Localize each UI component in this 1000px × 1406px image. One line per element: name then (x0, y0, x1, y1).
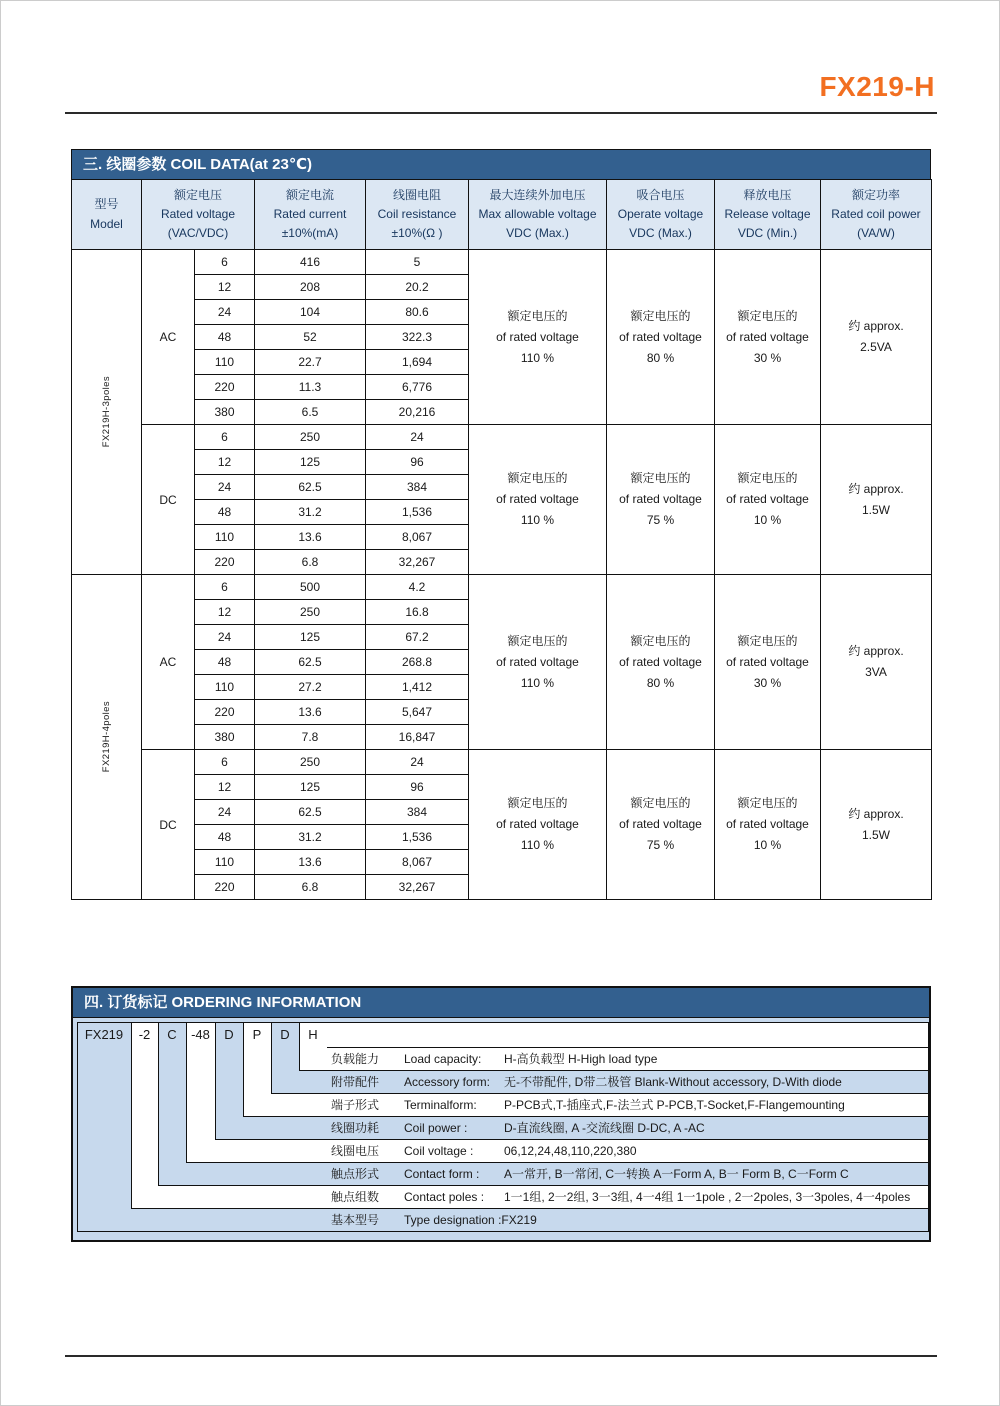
text-line: of rated voltage (496, 817, 579, 831)
text-line: 1.5W (861, 827, 890, 842)
coil-voltage-cell: 12 (195, 450, 255, 475)
release-voltage-cell (715, 575, 821, 750)
ordering-descriptor-row (331, 1071, 925, 1094)
text-line: 额定电压的 (630, 796, 691, 810)
ordering-row-en-label: Type designation :FX219 (404, 1213, 537, 1227)
ordering-row-cn-label: 负载能力 (331, 1052, 380, 1066)
ordering-row-value: A一常开, B一常闭, C一转换 A一Form A, B一 Form B, C一Form C (504, 1167, 849, 1181)
coil-current-cell: 125 (255, 625, 366, 650)
text-line: 80 % (646, 675, 675, 690)
coil-resistance-cell: 322.3 (366, 325, 469, 350)
text-line: 110 % (520, 838, 555, 852)
text-line: Release voltage (724, 206, 811, 221)
coil-voltage-cell: 24 (195, 625, 255, 650)
text-line: 约 approx. (848, 806, 904, 821)
coil-resistance-cell: 80.6 (366, 300, 469, 325)
ordering-section-title: 四. 订货标记 ORDERING INFORMATION (73, 988, 929, 1018)
coil-current-cell: 7.8 (255, 725, 366, 750)
coil-column-header (821, 180, 932, 250)
text-line: 额定电压的 (737, 633, 798, 648)
coil-current-cell: 52 (255, 325, 366, 350)
text-line: 释放电压 (743, 187, 792, 202)
coil-voltage-cell: 380 (195, 400, 255, 425)
header-divider (65, 112, 937, 114)
coil-resistance-cell: 5 (366, 250, 469, 275)
coil-resistance-cell: 20,216 (366, 400, 469, 425)
text-line: 额定电压的 (507, 308, 568, 323)
coil-resistance-cell: 24 (366, 425, 469, 450)
text-line: VDC (Max.) (506, 226, 569, 241)
coil-current-cell: 6.8 (255, 875, 366, 900)
ordering-row-en-label: Coil voltage : (404, 1144, 474, 1158)
text-line: 75 % (646, 838, 675, 852)
coil-current-cell: 13.6 (255, 850, 366, 875)
coil-voltage-cell: 12 (195, 775, 255, 800)
coil-current-cell: 62.5 (255, 800, 366, 825)
text-line: Coil resistance (377, 206, 457, 221)
text-line: 75 % (646, 513, 675, 527)
text-line: 10 % (753, 513, 782, 527)
coil-current-cell: 500 (255, 575, 366, 600)
text-line: 2.5VA (860, 340, 892, 354)
coil-current-cell: 250 (255, 425, 366, 450)
text-line: 型号 (94, 197, 119, 212)
text-line: 80 % (646, 350, 675, 365)
ordering-row-value: H-高负载型 H-High load type (504, 1052, 658, 1066)
text-line: of rated voltage (619, 817, 702, 831)
coil-current-cell: 104 (255, 300, 366, 325)
coil-resistance-cell: 1,694 (366, 350, 469, 375)
coil-voltage-cell: 48 (195, 500, 255, 525)
text-line: 110 % (520, 675, 555, 690)
ordering-row-cn-label: 附带配件 (331, 1075, 380, 1089)
coil-current-cell: 13.6 (255, 525, 366, 550)
rated-power-cell (821, 750, 932, 900)
footer-divider (65, 1355, 937, 1357)
coil-voltage-cell: 6 (195, 750, 255, 775)
coil-resistance-cell: 1,412 (366, 675, 469, 700)
coil-voltage-cell: 24 (195, 300, 255, 325)
ordering-code-box: FX219 (84, 1027, 124, 1042)
text-line: 额定电压的 (507, 796, 568, 810)
coil-resistance-cell: 384 (366, 475, 469, 500)
text-line: of rated voltage (726, 817, 809, 831)
coil-type-cell: DC (142, 750, 195, 900)
ordering-code-box: D (280, 1027, 290, 1042)
text-line: of rated voltage (726, 492, 809, 506)
text-line: (VAC/VDC) (167, 226, 229, 241)
coil-header-row (72, 180, 932, 250)
coil-row (72, 425, 932, 450)
ordering-descriptor-row (331, 1117, 925, 1140)
coil-voltage-cell: 6 (195, 575, 255, 600)
coil-data-table (71, 179, 932, 900)
coil-voltage-cell: 220 (195, 700, 255, 725)
coil-column-header (142, 180, 255, 250)
coil-resistance-cell: 20.2 (366, 275, 469, 300)
ordering-row-cn-label: 触点形式 (331, 1167, 380, 1181)
ordering-row-cn-label: 线圈电压 (331, 1144, 380, 1158)
coil-resistance-cell: 5,647 (366, 700, 469, 725)
text-line: Rated current (273, 206, 347, 221)
ordering-code-box: D (224, 1027, 234, 1042)
max-allowable-cell (469, 250, 607, 425)
text-line: 额定电压的 (737, 471, 798, 485)
coil-current-cell: 208 (255, 275, 366, 300)
operate-voltage-cell (607, 750, 715, 900)
text-line: 约 approx. (848, 319, 904, 333)
text-line: Rated coil power (831, 206, 921, 221)
text-line: VDC (Min.) (737, 226, 798, 241)
text-line: 额定电压的 (630, 633, 691, 648)
coil-resistance-cell: 32,267 (366, 550, 469, 575)
coil-voltage-cell: 24 (195, 475, 255, 500)
coil-table-header (72, 180, 932, 250)
ordering-descriptor-row (331, 1186, 925, 1209)
ordering-row-value: 06,12,24,48,110,220,380 (504, 1144, 637, 1158)
coil-type-cell: AC (142, 250, 195, 425)
coil-resistance-cell: 16,847 (366, 725, 469, 750)
text-line: 30 % (753, 675, 782, 690)
ordering-code-box: -2 (138, 1027, 151, 1042)
ordering-descriptor-row (331, 1209, 925, 1232)
coil-resistance-cell: 96 (366, 775, 469, 800)
model-vertical-label: FX219H-3poles (101, 376, 112, 448)
release-voltage-cell (715, 250, 821, 425)
max-allowable-cell (469, 575, 607, 750)
coil-voltage-cell: 48 (195, 650, 255, 675)
text-line: of rated voltage (496, 329, 579, 344)
coil-voltage-cell: 110 (195, 525, 255, 550)
rated-power-cell (821, 425, 932, 575)
coil-section-title: 三. 线圈参数 COIL DATA(at 23℃) (71, 149, 931, 179)
coil-resistance-cell: 8,067 (366, 525, 469, 550)
ordering-code-box: -48 (191, 1027, 210, 1042)
operate-voltage-cell (607, 250, 715, 425)
ordering-descriptor-row (331, 1048, 925, 1071)
coil-voltage-cell: 110 (195, 350, 255, 375)
text-line: of rated voltage (496, 492, 579, 506)
text-line: 额定电压 (173, 187, 222, 202)
ordering-descriptor-row (331, 1163, 925, 1186)
coil-current-cell: 27.2 (255, 675, 366, 700)
ordering-row-en-label: Load capacity: (404, 1052, 482, 1066)
coil-resistance-cell: 67.2 (366, 625, 469, 650)
coil-resistance-cell: 24 (366, 750, 469, 775)
coil-voltage-cell: 48 (195, 325, 255, 350)
coil-type-cell: DC (142, 425, 195, 575)
coil-voltage-cell: 220 (195, 875, 255, 900)
coil-current-cell: 416 (255, 250, 366, 275)
coil-column-header (607, 180, 715, 250)
text-line: ±10%(mA) (281, 226, 339, 241)
coil-voltage-cell: 12 (195, 275, 255, 300)
text-line: 30 % (753, 350, 782, 365)
model-vertical-label: FX219H-4poles (101, 701, 112, 773)
coil-current-cell: 250 (255, 600, 366, 625)
text-line: 约 approx. (848, 481, 904, 496)
coil-resistance-cell: 32,267 (366, 875, 469, 900)
model-cell (72, 250, 142, 575)
coil-voltage-cell: 24 (195, 800, 255, 825)
ordering-descriptor-row (331, 1140, 925, 1163)
ordering-descriptor-row (331, 1094, 925, 1117)
release-voltage-cell (715, 750, 821, 900)
model-cell (72, 575, 142, 900)
ordering-information-section (71, 986, 931, 1242)
ordering-row-en-label: Accessory form: (404, 1075, 491, 1089)
coil-resistance-cell: 1,536 (366, 825, 469, 850)
text-line: 额定电压的 (737, 796, 798, 810)
text-line: 额定电压的 (737, 308, 798, 323)
operate-voltage-cell (607, 425, 715, 575)
text-line: 10 % (753, 838, 782, 852)
ordering-row-cn-label: 线圈功耗 (331, 1121, 380, 1135)
text-line: 最大连续外加电压 (489, 187, 586, 202)
coil-current-cell: 125 (255, 450, 366, 475)
text-line: 额定电压的 (507, 633, 568, 648)
text-line: of rated voltage (619, 654, 702, 669)
coil-current-cell: 125 (255, 775, 366, 800)
text-line: 额定电压的 (630, 308, 691, 323)
coil-voltage-cell: 110 (195, 850, 255, 875)
coil-resistance-cell: 1,536 (366, 500, 469, 525)
text-line: 额定功率 (851, 187, 900, 202)
ordering-code-box: H (308, 1027, 318, 1042)
text-line: (VA/W) (857, 226, 895, 241)
coil-column-header (715, 180, 821, 250)
coil-resistance-cell: 96 (366, 450, 469, 475)
text-line: 110 % (520, 513, 555, 527)
ordering-row-en-label: Coil power : (404, 1121, 468, 1135)
coil-current-cell: 31.2 (255, 500, 366, 525)
coil-column-header (72, 180, 142, 250)
text-line: 额定电压的 (507, 471, 568, 485)
coil-voltage-cell: 48 (195, 825, 255, 850)
coil-data-section (71, 149, 931, 900)
coil-column-header (366, 180, 469, 250)
text-line: 3VA (865, 665, 887, 679)
text-line: 吸合电压 (636, 187, 685, 202)
operate-voltage-cell (607, 575, 715, 750)
text-line: of rated voltage (619, 492, 702, 506)
text-line: of rated voltage (726, 654, 809, 669)
ordering-row-value: 无-不带配件, D带二极管 Blank-Without accessory, D-With diode (504, 1075, 842, 1089)
text-line: 额定电流 (285, 187, 334, 202)
coil-row (72, 250, 932, 275)
ordering-row-cn-label: 基本型号 (331, 1213, 380, 1227)
coil-table-body (72, 250, 932, 900)
ordering-row-cn-label: 触点组数 (331, 1190, 380, 1204)
text-line: 约 approx. (848, 644, 904, 658)
text-line: Rated voltage (160, 206, 236, 221)
rated-power-cell (821, 575, 932, 750)
coil-current-cell: 6.8 (255, 550, 366, 575)
text-line: 110 % (520, 350, 555, 365)
coil-voltage-cell: 220 (195, 375, 255, 400)
coil-resistance-cell: 384 (366, 800, 469, 825)
coil-voltage-cell: 6 (195, 425, 255, 450)
text-line: of rated voltage (496, 654, 579, 669)
coil-current-cell: 13.6 (255, 700, 366, 725)
text-line: 1.5W (861, 502, 890, 517)
coil-resistance-cell: 4.2 (366, 575, 469, 600)
product-code-title: FX219-H (819, 71, 935, 102)
coil-current-cell: 250 (255, 750, 366, 775)
ordering-row-cn-label: 端子形式 (331, 1098, 380, 1112)
coil-resistance-cell: 16.8 (366, 600, 469, 625)
rated-power-cell (821, 250, 932, 425)
ordering-code-diagram (73, 1018, 929, 1240)
coil-row (72, 750, 932, 775)
max-allowable-cell (469, 425, 607, 575)
coil-resistance-cell: 268.8 (366, 650, 469, 675)
text-line: 额定电压的 (630, 471, 691, 485)
coil-current-cell: 22.7 (255, 350, 366, 375)
ordering-row-en-label: Terminalform: (404, 1098, 477, 1112)
ordering-code-box: P (252, 1027, 262, 1042)
ordering-row-en-label: Contact form : (404, 1167, 480, 1181)
text-line: Operate voltage (617, 206, 704, 221)
coil-current-cell: 6.5 (255, 400, 366, 425)
text-line: Model (90, 216, 123, 231)
text-line: of rated voltage (619, 329, 702, 344)
coil-type-cell: AC (142, 575, 195, 750)
text-line: of rated voltage (726, 329, 809, 344)
coil-column-header (469, 180, 607, 250)
max-allowable-cell (469, 750, 607, 900)
coil-row (72, 575, 932, 600)
ordering-row-en-label: Contact poles : (404, 1190, 485, 1204)
text-line: Max allowable voltage (478, 206, 597, 221)
ordering-code-box: C (167, 1027, 177, 1042)
coil-voltage-cell: 380 (195, 725, 255, 750)
coil-current-cell: 62.5 (255, 475, 366, 500)
coil-resistance-cell: 6,776 (366, 375, 469, 400)
text-line: ±10%(Ω ) (391, 226, 443, 241)
text-line: 线圈电阻 (392, 187, 441, 202)
coil-voltage-cell: 12 (195, 600, 255, 625)
text-line: VDC (Max.) (629, 226, 692, 241)
coil-current-cell: 62.5 (255, 650, 366, 675)
coil-voltage-cell: 6 (195, 250, 255, 275)
ordering-row-value: D-直流线圈, A -交流线圈 D-DC, A -AC (504, 1121, 705, 1135)
coil-current-cell: 11.3 (255, 375, 366, 400)
ordering-row-value: 1一1组, 2一2组, 3一3组, 4一4组 1一1pole , 2一2poles, 3一3poles, 4一4poles (504, 1190, 911, 1204)
coil-resistance-cell: 8,067 (366, 850, 469, 875)
coil-current-cell: 31.2 (255, 825, 366, 850)
coil-voltage-cell: 220 (195, 550, 255, 575)
coil-column-header (255, 180, 366, 250)
release-voltage-cell (715, 425, 821, 575)
coil-voltage-cell: 110 (195, 675, 255, 700)
ordering-row-value: P-PCB式,T-插座式,F-法兰式 P-PCB,T-Socket,F-Flangemounting (504, 1098, 845, 1112)
